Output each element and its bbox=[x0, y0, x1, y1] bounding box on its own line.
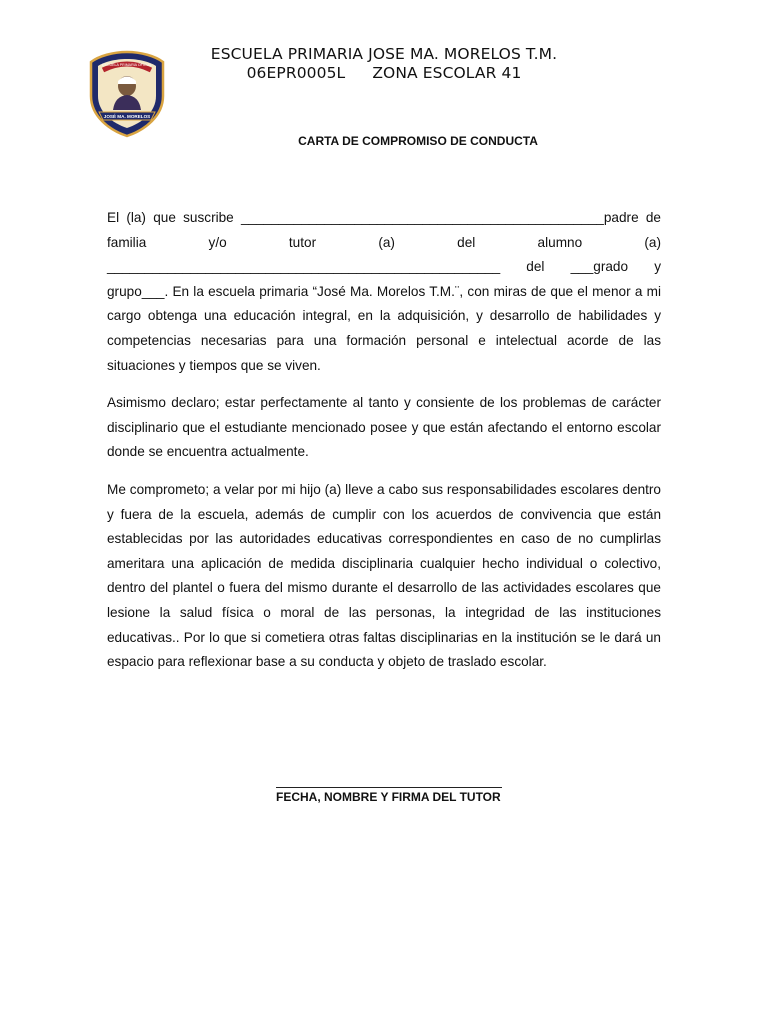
logo-ring-text: ESCUELA PRIMARIA OFICIAL bbox=[102, 63, 152, 67]
paragraph-commitment: Me comprometo; a velar por mi hijo (a) lleve a cabo sus responsabilidades escolares dentro y fuera de la escuela, además de cumplir con los acuerdos de convivencia que están establecidas por las autoridades educativas correspondientes en caso de no cumplirlas ameritara una aplicación de medida disciplinaria cualquier hecho individual o colectivo, dentro del plantel o fuera del mismo durante el desarrollo de las actividades escolares que lesione la salud física o moral de las personas, la integridad de las instituciones educativas.. Por lo que si cometiera otras faltas disciplinarias en la institución se le dará un espacio para reflexionar base a su conducta y objeto de traslado escolar. bbox=[107, 481, 661, 670]
paragraph1-line2: familia y/o tutor (a) del alumno (a) bbox=[107, 234, 661, 250]
letter-body bbox=[107, 206, 661, 688]
signature-label: FECHA, NOMBRE Y FIRMA DEL TUTOR bbox=[276, 790, 501, 804]
paragraph1-rest: grupo___. En la escuela primaria “José Ma. Morelos T.M.¨, con miras de que el menor a mi cargo obtenga una educación integral, en la adquisición, y desarrollo de habilidades y competencias necesarias para una formación personal e intelectual acorde de las situaciones y tiempos que se viven. bbox=[107, 283, 661, 373]
paragraph-declaration: Asimismo declaro; estar perfectamente al tanto y consiente de los problemas de carácter disciplinario que el estudiante mencionado posee y que están afectando el entorno escolar donde se encuentra actualmente. bbox=[107, 395, 661, 460]
school-header bbox=[0, 45, 768, 83]
school-code: 06EPR0005L bbox=[246, 64, 346, 82]
paragraph1-line1: El (la) que suscribe ________________________________________________padre de bbox=[107, 210, 661, 225]
logo-banner-text: JOSÉ MA. MORELOS bbox=[103, 114, 151, 119]
document-title: CARTA DE COMPROMISO DE CONDUCTA bbox=[298, 134, 538, 148]
paragraph1-line3: ____________________________________________________ del ___grado y bbox=[107, 259, 661, 275]
school-name: ESCUELA PRIMARIA JOSE MA. MORELOS T.M. bbox=[210, 45, 558, 63]
paragraph-commitment-intro bbox=[107, 206, 661, 378]
school-zone: ZONA ESCOLAR 41 bbox=[372, 64, 522, 82]
signature-line bbox=[276, 787, 502, 788]
